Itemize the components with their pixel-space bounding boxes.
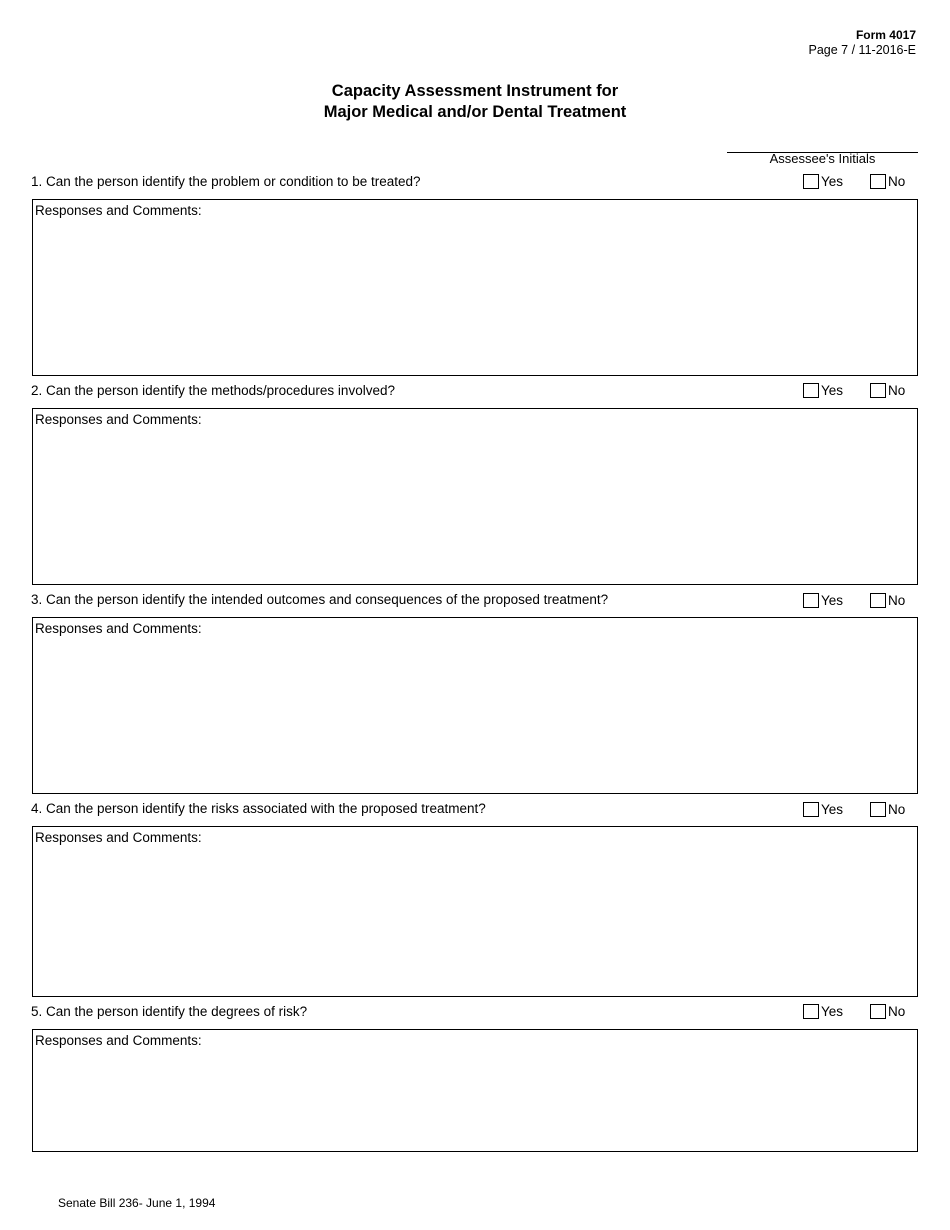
responses-label: Responses and Comments: [35, 203, 202, 218]
question-3: 3. Can the person identify the intended outcomes and consequences of the proposed treatment? [31, 592, 609, 607]
title-line-2: Major Medical and/or Dental Treatment [323, 103, 627, 121]
no-label: No [888, 174, 906, 189]
yes-label: Yes [821, 1004, 844, 1019]
yes-label: Yes [821, 593, 844, 608]
question-5: 5. Can the person identify the degrees of risk? [31, 1004, 308, 1019]
checkbox-square-icon[interactable] [870, 1004, 886, 1019]
q2-yes-checkbox[interactable] [803, 383, 843, 398]
no-label: No [888, 383, 906, 398]
question-1: 1. Can the person identify the problem or condition to be treated? [31, 174, 421, 189]
yes-label: Yes [821, 383, 844, 398]
q1-yes-checkbox[interactable] [803, 174, 843, 189]
checkbox-square-icon[interactable] [870, 174, 886, 189]
responses-label: Responses and Comments: [35, 830, 202, 845]
checkbox-square-icon[interactable] [870, 802, 886, 817]
yes-label: Yes [821, 802, 844, 817]
initials-label: Assessee's Initials [769, 151, 876, 166]
q4-no-checkbox[interactable] [870, 802, 905, 817]
form-number: Form 4017 [855, 28, 916, 42]
no-label: No [888, 802, 906, 817]
q4-yes-checkbox[interactable] [803, 802, 843, 817]
no-label: No [888, 593, 906, 608]
q3-yes-checkbox[interactable] [803, 593, 843, 608]
page-title [0, 81, 950, 123]
checkbox-square-icon[interactable] [870, 383, 886, 398]
checkbox-square-icon[interactable] [870, 593, 886, 608]
no-label: No [888, 1004, 906, 1019]
checkbox-square-icon[interactable] [803, 593, 819, 608]
q5-no-checkbox[interactable] [870, 1004, 905, 1019]
yes-label: Yes [821, 174, 844, 189]
q3-responses-field[interactable] [32, 617, 918, 794]
q4-responses-field[interactable] [32, 826, 918, 997]
responses-label: Responses and Comments: [35, 621, 202, 636]
q3-no-checkbox[interactable] [870, 593, 905, 608]
responses-label: Responses and Comments: [35, 412, 202, 427]
responses-label: Responses and Comments: [35, 1033, 202, 1048]
question-4: 4. Can the person identify the risks associated with the proposed treatment? [31, 801, 486, 816]
page-reference: Page 7 / 11-2016-E [808, 43, 916, 57]
q2-responses-field[interactable] [32, 408, 918, 585]
q1-no-checkbox[interactable] [870, 174, 905, 189]
checkbox-square-icon[interactable] [803, 802, 819, 817]
question-2: 2. Can the person identify the methods/procedures involved? [31, 383, 395, 398]
checkbox-square-icon[interactable] [803, 174, 819, 189]
checkbox-square-icon[interactable] [803, 1004, 819, 1019]
q2-no-checkbox[interactable] [870, 383, 905, 398]
footer-citation: Senate Bill 236- June 1, 1994 [58, 1196, 216, 1210]
q5-yes-checkbox[interactable] [803, 1004, 843, 1019]
q1-responses-field[interactable] [32, 199, 918, 376]
title-line-1: Capacity Assessment Instrument for [331, 82, 619, 100]
q5-responses-field[interactable] [32, 1029, 918, 1152]
checkbox-square-icon[interactable] [803, 383, 819, 398]
